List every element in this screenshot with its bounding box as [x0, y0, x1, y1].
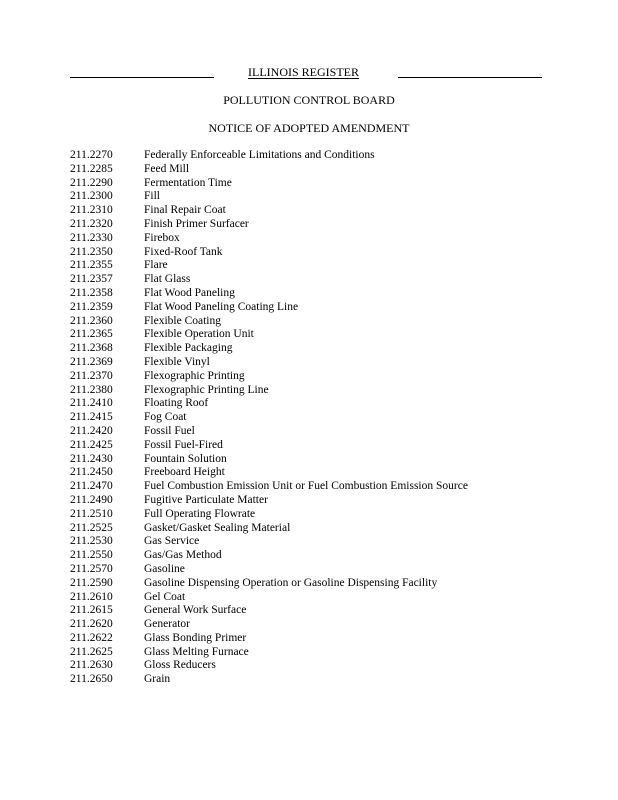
definition-row	[70, 246, 590, 260]
definition-row	[70, 315, 590, 329]
definition-term: Flat Wood Paneling	[144, 286, 235, 299]
section-number: 211.2650	[70, 673, 113, 686]
section-number: 211.2530	[70, 535, 113, 548]
definition-row	[70, 342, 590, 356]
section-number: 211.2450	[70, 466, 113, 479]
definition-row	[70, 384, 590, 398]
definition-row	[70, 177, 590, 191]
definition-term: Fixed-Roof Tank	[144, 245, 223, 258]
definition-row	[70, 522, 590, 536]
definition-row	[70, 453, 590, 467]
definition-row	[70, 287, 590, 301]
register-title: ILLINOIS REGISTER	[248, 65, 359, 79]
section-number: 211.2368	[70, 342, 113, 355]
section-number: 211.2425	[70, 438, 113, 451]
definition-term: Flexible Operation Unit	[144, 328, 254, 341]
definition-row	[70, 190, 590, 204]
section-number: 211.2410	[70, 397, 113, 410]
section-number: 211.2355	[70, 259, 113, 272]
definition-term: Grain	[144, 673, 171, 686]
section-number: 211.2350	[70, 245, 113, 258]
definition-term: Fossil Fuel	[144, 424, 195, 437]
definition-term: Finish Primer Surfacer	[144, 217, 249, 230]
section-number: 211.2620	[70, 618, 113, 631]
definition-row	[70, 673, 590, 687]
definition-term: Flexographic Printing	[144, 369, 245, 382]
definition-row	[70, 370, 590, 384]
notice-title: NOTICE OF ADOPTED AMENDMENT	[208, 121, 410, 135]
definition-term: Flexographic Printing Line	[144, 383, 269, 396]
definition-term: Glass Melting Furnace	[144, 645, 249, 658]
section-number: 211.2490	[70, 493, 113, 506]
definition-row	[70, 591, 590, 605]
definition-row	[70, 535, 590, 549]
definition-term: Flexible Packaging	[144, 342, 233, 355]
section-number: 211.2310	[70, 204, 113, 217]
definition-term: Feed Mill	[144, 162, 190, 175]
definition-term: Gas Service	[144, 535, 200, 548]
definition-row	[70, 232, 590, 246]
definition-row	[70, 397, 590, 411]
section-number: 211.2630	[70, 659, 113, 672]
definition-term: Fountain Solution	[144, 452, 227, 465]
definition-row	[70, 301, 590, 315]
definition-term: Gasoline	[144, 562, 185, 575]
section-number: 211.2510	[70, 507, 113, 520]
section-number: 211.2369	[70, 355, 113, 368]
section-number: 211.2270	[70, 149, 113, 161]
definition-term: Generator	[144, 618, 190, 631]
definition-row	[70, 218, 590, 232]
definition-term: General Work Surface	[144, 604, 247, 617]
definition-term: Flat Glass	[144, 273, 191, 286]
definition-row	[70, 577, 590, 591]
definition-row	[70, 273, 590, 287]
definition-row	[70, 549, 590, 563]
definition-term: Gasket/Gasket Sealing Material	[144, 521, 291, 534]
definition-row	[70, 425, 590, 439]
section-number: 211.2320	[70, 217, 113, 230]
section-number: 211.2415	[70, 411, 113, 424]
definition-term: Glass Bonding Primer	[144, 631, 247, 644]
definition-term: Gas/Gas Method	[144, 549, 222, 562]
section-number: 211.2285	[70, 162, 113, 175]
definition-term: Full Operating Flowrate	[144, 507, 256, 520]
definition-term: Flexible Coating	[144, 314, 221, 327]
section-number: 211.2365	[70, 328, 113, 341]
section-number: 211.2622	[70, 631, 113, 644]
definition-term: Gel Coat	[144, 590, 186, 603]
definition-term: Gloss Reducers	[144, 659, 216, 672]
register-header	[70, 64, 542, 80]
definition-row	[70, 659, 590, 673]
definition-row	[70, 646, 590, 660]
definition-row	[70, 494, 590, 508]
definition-row	[70, 356, 590, 370]
definition-term: Firebox	[144, 231, 180, 244]
section-number: 211.2380	[70, 383, 113, 396]
section-number: 211.2290	[70, 176, 113, 189]
definition-row	[70, 563, 590, 577]
definition-row	[70, 328, 590, 342]
definition-row	[70, 259, 590, 273]
section-number: 211.2357	[70, 273, 113, 286]
definition-term: Flare	[144, 259, 168, 272]
section-number: 211.2358	[70, 286, 113, 299]
section-number: 211.2359	[70, 300, 113, 313]
definition-term: Floating Roof	[144, 397, 209, 410]
definition-term: Fugitive Particulate Matter	[144, 493, 268, 506]
section-number: 211.2430	[70, 452, 113, 465]
definition-term: Flexible Vinyl	[144, 355, 210, 368]
section-number: 211.2300	[70, 190, 113, 203]
definition-term: Fuel Combustion Emission Unit or Fuel Combustion Emission Source	[144, 480, 468, 493]
definition-term: Fermentation Time	[144, 176, 232, 189]
definition-row	[70, 149, 590, 163]
definition-row	[70, 480, 590, 494]
definition-term: Fill	[144, 190, 160, 203]
section-number: 211.2615	[70, 604, 113, 617]
section-number: 211.2360	[70, 314, 113, 327]
definitions-list	[70, 149, 590, 687]
definition-term: Federally Enforceable Limitations and Conditions	[144, 149, 375, 161]
section-number: 211.2420	[70, 424, 113, 437]
definition-row	[70, 466, 590, 480]
board-title: POLLUTION CONTROL BOARD	[223, 93, 395, 107]
definition-term: Fog Coat	[144, 411, 187, 424]
header-rule-left	[70, 77, 214, 78]
section-number: 211.2470	[70, 480, 113, 493]
definition-term: Final Repair Coat	[144, 204, 226, 217]
definition-term: Fossil Fuel-Fired	[144, 438, 223, 451]
definition-row	[70, 204, 590, 218]
definition-term: Flat Wood Paneling Coating Line	[144, 300, 299, 313]
section-number: 211.2590	[70, 576, 113, 589]
definition-row	[70, 439, 590, 453]
definition-row	[70, 411, 590, 425]
section-number: 211.2330	[70, 231, 113, 244]
definition-row	[70, 508, 590, 522]
section-number: 211.2625	[70, 645, 113, 658]
definition-row	[70, 604, 590, 618]
definition-row	[70, 618, 590, 632]
section-number: 211.2370	[70, 369, 113, 382]
definition-term: Freeboard Height	[144, 466, 225, 479]
header-rule-right	[398, 77, 542, 78]
definition-term: Gasoline Dispensing Operation or Gasoline Dispensing Facility	[144, 576, 438, 589]
definition-row	[70, 163, 590, 177]
section-number: 211.2570	[70, 562, 113, 575]
section-number: 211.2550	[70, 549, 113, 562]
section-number: 211.2525	[70, 521, 113, 534]
section-number: 211.2610	[70, 590, 113, 603]
definition-row	[70, 632, 590, 646]
